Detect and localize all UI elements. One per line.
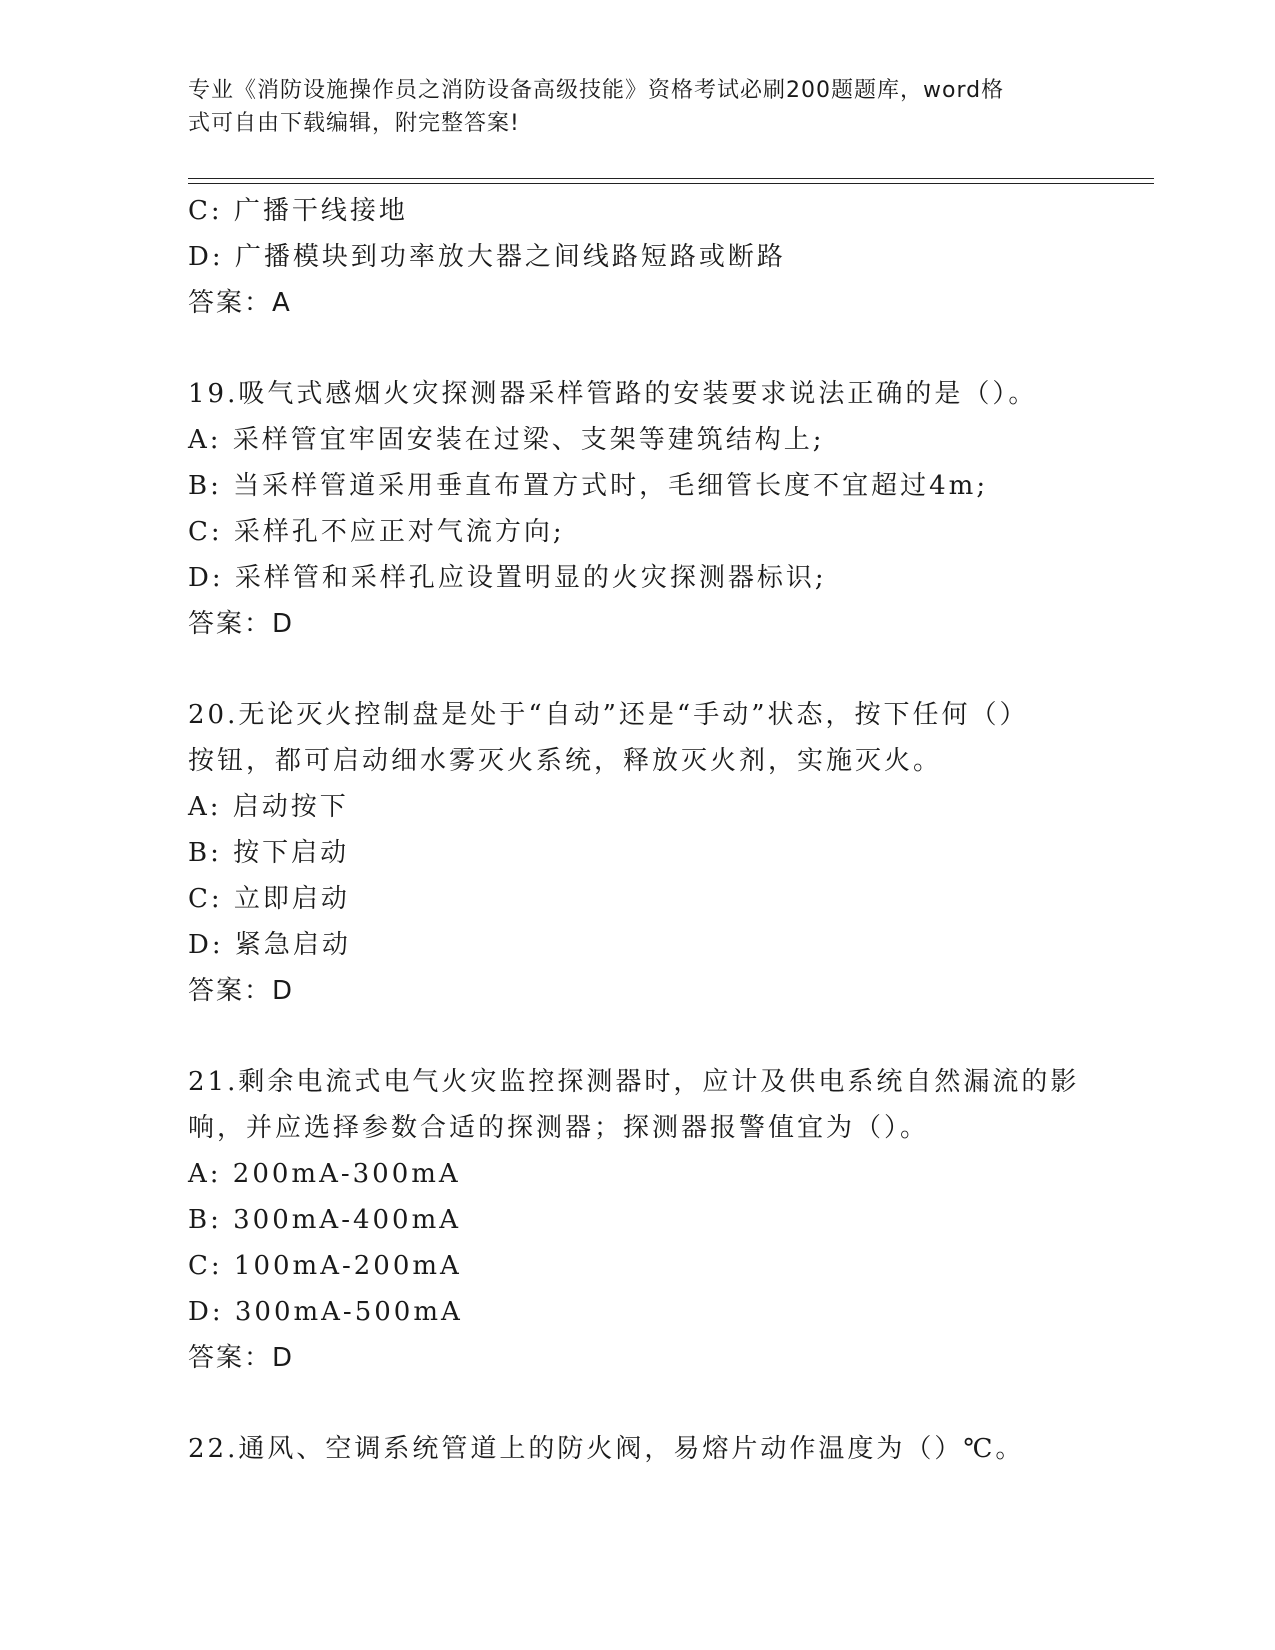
answer: 答案：D [188, 1343, 295, 1373]
question-19 [188, 371, 1088, 647]
option-d: D: 300mA-500mA [188, 1297, 463, 1327]
question-stem-line-2: 按钮，都可启动细水雾灭火系统，释放灭火剂，实施灭火。 [188, 746, 943, 776]
header-divider-bottom [188, 183, 1154, 184]
question-20 [188, 692, 1088, 1014]
header-line-1: 专业《消防设施操作员之消防设备高级技能》资格考试必刷200题题库，word格 [188, 78, 1005, 103]
option-a: A: 采样管宜牢固安装在过梁、支架等建筑结构上; [188, 425, 825, 455]
option-b: B: 300mA-400mA [188, 1205, 462, 1235]
question-stem-line-1: 20.无论灭火控制盘是处于“自动”还是“手动”状态，按下任何（） [188, 700, 1029, 730]
document-header [188, 74, 1068, 140]
option-a: A: 启动按下 [188, 792, 349, 822]
answer: 答案：A [188, 288, 292, 318]
question-21 [188, 1059, 1088, 1381]
answer: 答案：D [188, 976, 295, 1006]
question-stem-line-1: 21.剩余电流式电气火灾监控探测器时，应计及供电系统自然漏流的影 [188, 1067, 1080, 1097]
option-b: B: 当采样管道采用垂直布置方式时，毛细管长度不宜超过4m; [188, 471, 989, 501]
question-18-tail [188, 188, 1088, 326]
question-22 [188, 1426, 1088, 1472]
option-d: D: 采样管和采样孔应设置明显的火灾探测器标识; [188, 563, 827, 593]
option-c: C: 采样孔不应正对气流方向; [188, 517, 565, 547]
option-c: C: 广播干线接地 [188, 196, 408, 226]
header-divider-top [188, 178, 1154, 179]
question-stem: 19.吸气式感烟火灾探测器采样管路的安装要求说法正确的是（）。 [188, 379, 1038, 409]
option-d: D: 广播模块到功率放大器之间线路短路或断路 [188, 242, 786, 272]
question-list [188, 188, 1088, 1472]
option-b: B: 按下启动 [188, 838, 350, 868]
question-stem-line-2: 响，并应选择参数合适的探测器；探测器报警值宜为（）。 [188, 1113, 930, 1143]
question-stem: 22.通风、空调系统管道上的防火阀，易熔片动作温度为（）℃。 [188, 1434, 1025, 1464]
option-c: C: 100mA-200mA [188, 1251, 462, 1281]
option-a: A: 200mA-300mA [188, 1159, 461, 1189]
answer: 答案：D [188, 609, 295, 639]
header-line-2: 式可自由下载编辑，附完整答案! [188, 111, 520, 136]
option-d: D: 紧急启动 [188, 930, 351, 960]
option-c: C: 立即启动 [188, 884, 350, 914]
